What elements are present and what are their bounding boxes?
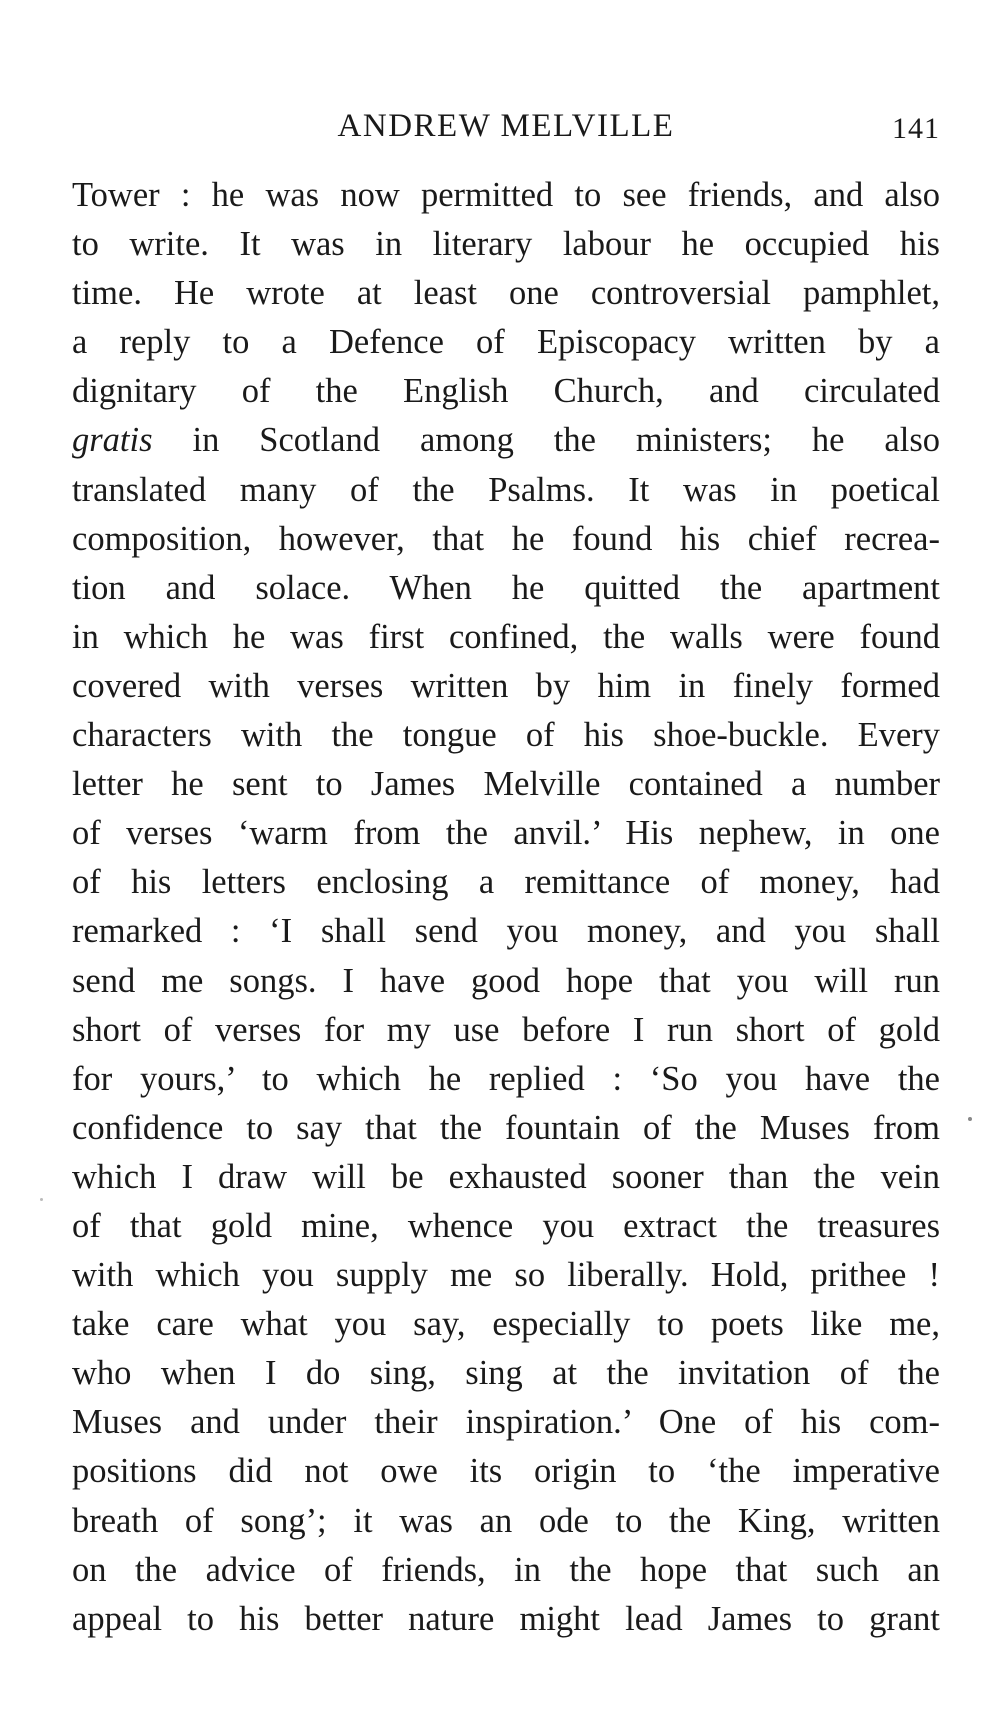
text-line: send me songs. I have good hope that you will run — [72, 961, 940, 1000]
text-line: in which he was first confined, the walls were found — [72, 617, 940, 656]
text-line: of his letters enclosing a remittance of money, had — [72, 863, 940, 902]
italic-word: gratis — [72, 421, 153, 460]
text-line: tion and solace. When he quitted the apartment — [72, 568, 940, 607]
text-line: composition, however, that he found his chief recrea- — [72, 519, 940, 558]
text-line: dignitary of the English Church, and circulated — [72, 372, 940, 411]
scan-speck — [40, 1198, 43, 1201]
text-line: for yours,’ to which he replied : ‘So you have the — [72, 1059, 940, 1098]
text-line: to write. It was in literary labour he occupied his — [72, 225, 940, 264]
text-line: on the advice of friends, in the hope that such an — [72, 1550, 940, 1589]
text-line: Muses and under their inspiration.’ One of his com- — [72, 1403, 940, 1442]
text-line: breath of song’; it was an ode to the King, written — [72, 1501, 940, 1540]
text-line: of verses ‘warm from the anvil.’ His nephew, in one — [72, 814, 940, 853]
text-line — [72, 416, 940, 465]
text-line: confidence to say that the fountain of the Muses from — [72, 1108, 940, 1147]
running-title: ANDREW MELVILLE — [337, 108, 675, 144]
text-line: of that gold mine, whence you extract the treasures — [72, 1206, 940, 1245]
text-line: characters with the tongue of his shoe-buckle. Every — [72, 716, 940, 755]
text-line: time. He wrote at least one controversial pamphlet, — [72, 274, 940, 313]
text-line: translated many of the Psalms. It was in poetical — [72, 470, 940, 509]
text-line: a reply to a Defence of Episcopacy written by a — [72, 323, 940, 362]
text-line: with which you supply me so liberally. Hold, prithee ! — [72, 1256, 940, 1295]
text-line: covered with verses written by him in finely formed — [72, 666, 940, 705]
scan-speck — [968, 1117, 972, 1121]
text-line: positions did not owe its origin to ‘the imperative — [72, 1452, 940, 1491]
text-line: which I draw will be exhausted sooner than the vein — [72, 1157, 940, 1196]
text-line-rest: in Scotland among the ministers; he also — [192, 421, 940, 460]
running-head — [72, 108, 940, 156]
text-line: remarked : ‘I shall send you money, and you shall — [72, 912, 940, 951]
text-line: Tower : he was now permitted to see friends, and also — [72, 176, 940, 214]
text-line: appeal to his better nature might lead James to grant — [72, 1599, 940, 1638]
text-line: letter he sent to James Melville contained a number — [72, 765, 940, 804]
page-number: 141 — [892, 112, 940, 145]
body-text — [72, 171, 940, 1644]
text-line: who when I do sing, sing at the invitation of the — [72, 1354, 940, 1393]
text-line: take care what you say, especially to poets like me, — [72, 1305, 940, 1344]
text-line: short of verses for my use before I run short of gold — [72, 1010, 940, 1049]
